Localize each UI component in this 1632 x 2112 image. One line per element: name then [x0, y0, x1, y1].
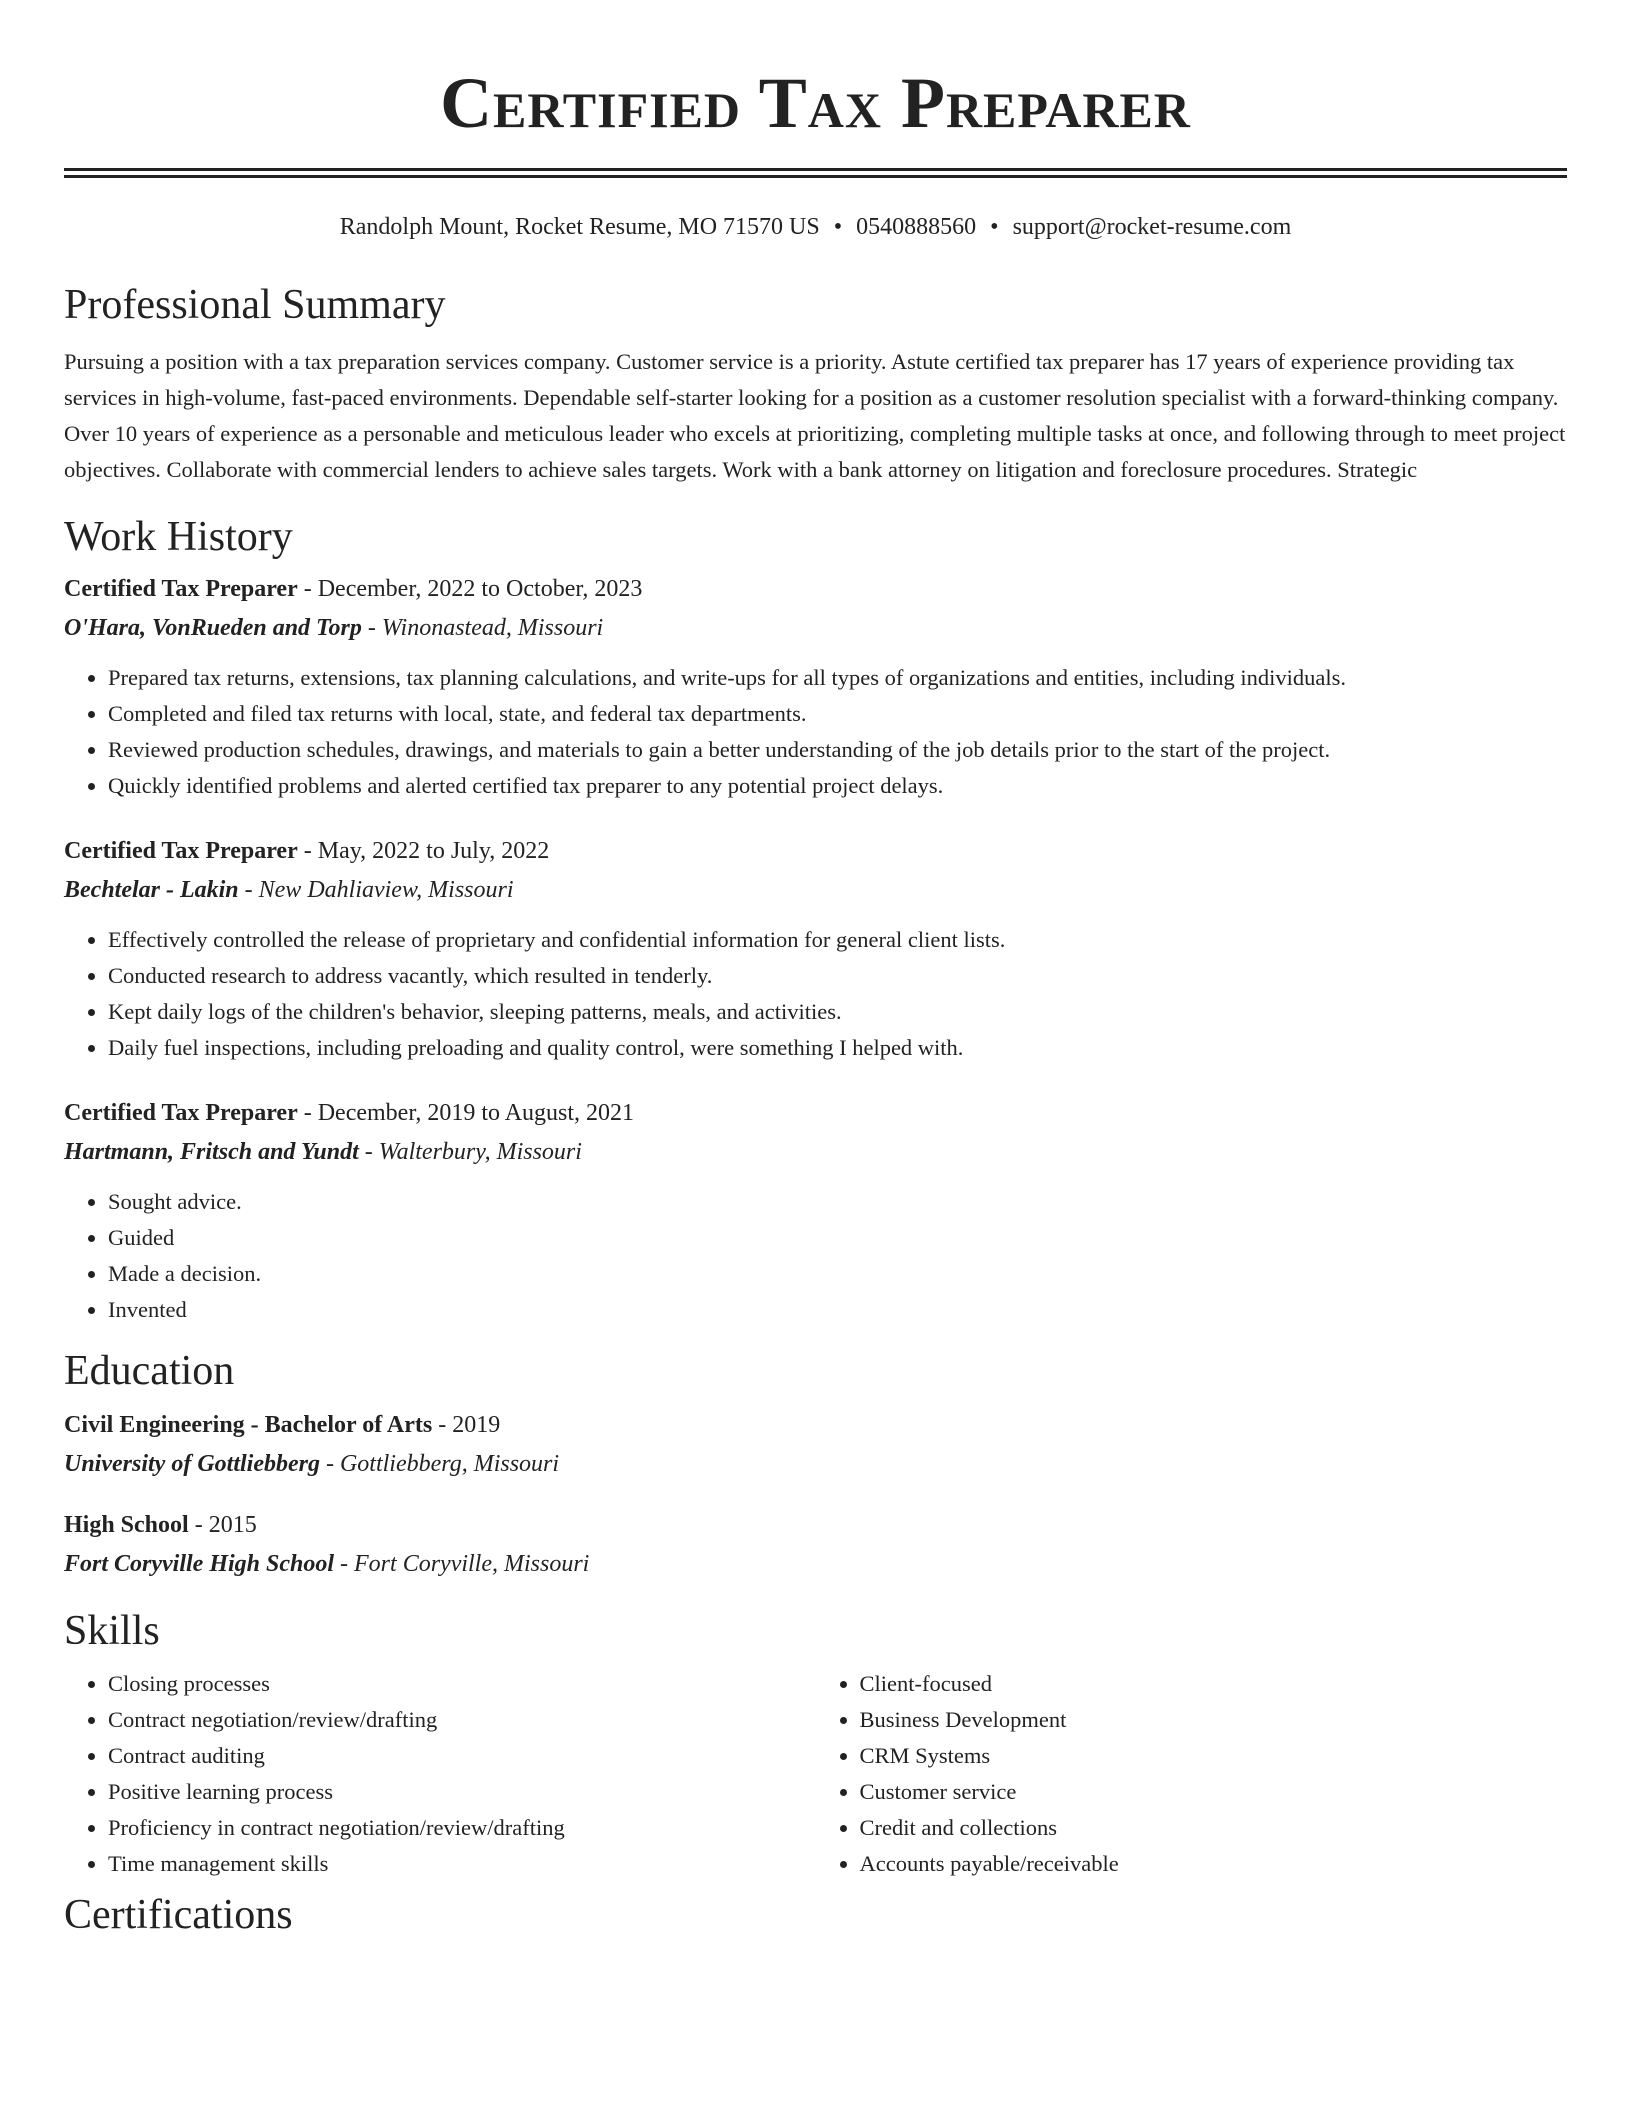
job-dates: - December, 2019 to August, 2021 — [297, 1100, 635, 1126]
job-bullet: • Reviewed production schedules, drawings, and materials to gain a better understanding of the job details prior to the start of the project. — [108, 732, 1567, 768]
skill-item: • Client-focused — [860, 1666, 1568, 1702]
education-school: University of Gottliebberg — [64, 1451, 320, 1477]
education-degree-line — [64, 1406, 1567, 1444]
job-bullet: • Completed and filed tax returns with local, state, and federal tax departments. — [108, 696, 1567, 732]
job-bullet: • Daily fuel inspections, including preloading and quality control, were something I helped with. — [108, 1030, 1567, 1066]
job-title: Certified Tax Preparer — [64, 838, 298, 864]
job-bullet-list — [64, 922, 1567, 1066]
education-school-line — [64, 1444, 1567, 1484]
skills-columns — [64, 1666, 1567, 1882]
skill-item: • Contract auditing — [108, 1738, 816, 1774]
job-title: Certified Tax Preparer — [64, 1100, 298, 1126]
contact-email: support@rocket-resume.com — [1012, 214, 1292, 240]
contact-separator: • — [833, 214, 843, 240]
contact-line — [64, 212, 1567, 242]
job-employer: Bechtelar - Lakin — [64, 877, 239, 903]
education-school: Fort Coryville High School — [64, 1551, 335, 1577]
contact-separator: • — [990, 214, 999, 240]
job-location: - Winonastead, Missouri — [361, 615, 604, 641]
education-entry — [64, 1406, 1567, 1484]
job-bullet-list — [64, 660, 1567, 804]
job-employer: Hartmann, Fritsch and Yundt — [64, 1139, 359, 1165]
job-bullet: • Sought advice. — [108, 1184, 1567, 1220]
job-entry — [64, 832, 1567, 1066]
job-employer-line — [64, 1132, 1567, 1172]
job-location: - Walterbury, Missouri — [358, 1139, 582, 1165]
skills-list-right — [816, 1666, 1568, 1882]
title-divider — [64, 168, 1567, 178]
job-employer-line — [64, 870, 1567, 910]
education-entry — [64, 1506, 1567, 1584]
education-year: - 2015 — [188, 1512, 257, 1538]
job-entry — [64, 1094, 1567, 1328]
job-location: - New Dahliaview, Missouri — [238, 877, 514, 903]
job-bullet: • Made a decision. — [108, 1256, 1567, 1292]
job-bullet: • Prepared tax returns, extensions, tax planning calculations, and write-ups for all types of organizations and entities, including individuals. — [108, 660, 1567, 696]
resume-title: Certified Tax Preparer — [440, 63, 1191, 143]
education-school-line — [64, 1544, 1567, 1584]
job-employer-line — [64, 608, 1567, 648]
certifications-heading: Certifications — [64, 1892, 293, 1938]
contact-address: Randolph Mount, Rocket Resume, MO 71570 US — [339, 214, 820, 240]
job-bullet: • Invented — [108, 1292, 1567, 1328]
education-year: - 2019 — [432, 1412, 501, 1438]
job-title-line — [64, 570, 1567, 608]
education-degree: High School — [64, 1512, 189, 1538]
job-title-line — [64, 832, 1567, 870]
job-bullet-list — [64, 1184, 1567, 1328]
summary-text: Pursuing a position with a tax preparation services company. Customer service is a priority. Astute certified tax preparer has 17 years of experience providing tax services in high-volume, fast-paced environments. Dependable self-starter looking for a position as a customer resolution specialist with a forward-thinking company. Over 10 years of experience as a personable and meticulous leader who excels at prioritizing, completing multiple tasks at once, and following through to meet project objectives. Collaborate with commercial lenders to achieve sales targets. Work with a bank attorney on litigation and foreclosure procedures. Strategic — [64, 349, 1566, 482]
job-bullet: • Guided — [108, 1220, 1567, 1256]
job-title: Certified Tax Preparer — [64, 576, 298, 602]
skill-item: • CRM Systems — [860, 1738, 1568, 1774]
work-history-heading: Work History — [64, 514, 293, 560]
skill-item: • Customer service — [860, 1774, 1568, 1810]
job-employer: O'Hara, VonRueden and Torp — [64, 615, 362, 641]
job-dates: - December, 2022 to October, 2023 — [297, 576, 643, 602]
job-entry — [64, 570, 1567, 804]
education-degree-line — [64, 1506, 1567, 1544]
education-location: - Gottliebberg, Missouri — [319, 1451, 560, 1477]
skills-list-left — [64, 1666, 816, 1882]
skill-item: • Contract negotiation/review/drafting — [108, 1702, 816, 1738]
education-location: - Fort Coryville, Missouri — [334, 1551, 590, 1577]
contact-phone: 0540888560 — [856, 214, 977, 240]
job-dates: - May, 2022 to July, 2022 — [297, 838, 550, 864]
education-heading: Education — [64, 1348, 235, 1394]
skill-item: • Proficiency in contract negotiation/review/drafting — [108, 1810, 816, 1846]
education-degree: Civil Engineering - Bachelor of Arts — [64, 1412, 433, 1438]
job-bullet: • Conducted research to address vacantly, which resulted in tenderly. — [108, 958, 1567, 994]
skill-item: • Time management skills — [108, 1846, 816, 1882]
job-bullet: • Effectively controlled the release of proprietary and confidential information for general client lists. — [108, 922, 1567, 958]
skill-item: • Positive learning process — [108, 1774, 816, 1810]
skill-item: • Business Development — [860, 1702, 1568, 1738]
job-bullet: • Kept daily logs of the children's behavior, sleeping patterns, meals, and activities. — [108, 994, 1567, 1030]
job-title-line — [64, 1094, 1567, 1132]
skills-heading: Skills — [64, 1608, 160, 1654]
summary-heading: Professional Summary — [64, 282, 446, 328]
skill-item: • Credit and collections — [860, 1810, 1568, 1846]
skill-item: • Closing processes — [108, 1666, 816, 1702]
skill-item: • Accounts payable/receivable — [860, 1846, 1568, 1882]
job-bullet: • Quickly identified problems and alerted certified tax preparer to any potential project delays. — [108, 768, 1567, 804]
resume-page — [64, 0, 1567, 1940]
